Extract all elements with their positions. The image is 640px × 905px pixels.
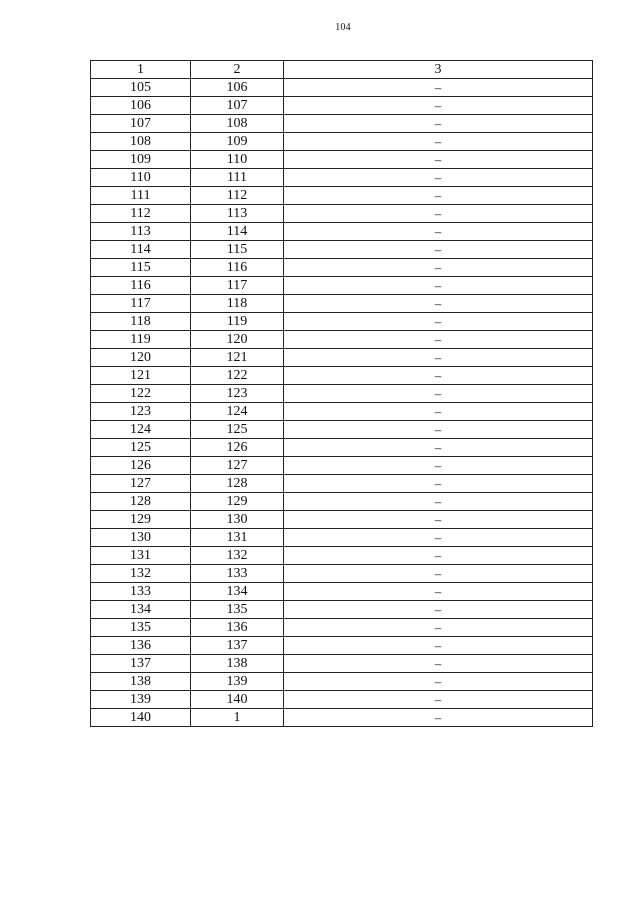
column-header-3: 3 xyxy=(284,61,593,79)
table-cell-col-3: – xyxy=(284,151,593,169)
table-row xyxy=(91,97,593,115)
table-cell-col-3: – xyxy=(284,475,593,493)
table-row xyxy=(91,583,593,601)
table-cell-col-2: 121 xyxy=(191,349,284,367)
table-cell-col-3: – xyxy=(284,115,593,133)
table-cell-col-3: – xyxy=(284,367,593,385)
table-cell-col-1: 120 xyxy=(91,349,191,367)
table-cell-col-1: 108 xyxy=(91,133,191,151)
table-row xyxy=(91,637,593,655)
table-row xyxy=(91,151,593,169)
table-row xyxy=(91,565,593,583)
table-cell-col-1: 127 xyxy=(91,475,191,493)
table-cell-col-3: – xyxy=(284,547,593,565)
table-cell-col-3: – xyxy=(284,637,593,655)
table-cell-col-1: 138 xyxy=(91,673,191,691)
table-cell-col-2: 115 xyxy=(191,241,284,259)
table-cell-col-3: – xyxy=(284,601,593,619)
table-cell-col-1: 140 xyxy=(91,709,191,727)
table-cell-col-2: 139 xyxy=(191,673,284,691)
table-cell-col-1: 132 xyxy=(91,565,191,583)
column-header-2: 2 xyxy=(191,61,284,79)
table-cell-col-2: 107 xyxy=(191,97,284,115)
table-row xyxy=(91,331,593,349)
table-row xyxy=(91,439,593,457)
table-cell-col-2: 110 xyxy=(191,151,284,169)
table-cell-col-3: – xyxy=(284,673,593,691)
table-row xyxy=(91,493,593,511)
data-table-container xyxy=(90,60,592,727)
table-cell-col-2: 108 xyxy=(191,115,284,133)
table-row xyxy=(91,547,593,565)
table-cell-col-2: 130 xyxy=(191,511,284,529)
table-row xyxy=(91,313,593,331)
table-cell-col-3: – xyxy=(284,205,593,223)
table-header-row xyxy=(91,61,593,79)
table-row xyxy=(91,79,593,97)
table-row xyxy=(91,367,593,385)
table-cell-col-1: 122 xyxy=(91,385,191,403)
table-cell-col-2: 109 xyxy=(191,133,284,151)
table-cell-col-2: 114 xyxy=(191,223,284,241)
table-row xyxy=(91,709,593,727)
table-cell-col-1: 118 xyxy=(91,313,191,331)
table-cell-col-3: – xyxy=(284,691,593,709)
table-cell-col-2: 136 xyxy=(191,619,284,637)
table-cell-col-2: 106 xyxy=(191,79,284,97)
table-cell-col-3: – xyxy=(284,385,593,403)
table-cell-col-2: 129 xyxy=(191,493,284,511)
table-cell-col-3: – xyxy=(284,133,593,151)
table-row xyxy=(91,619,593,637)
table-cell-col-1: 114 xyxy=(91,241,191,259)
table-cell-col-3: – xyxy=(284,529,593,547)
table-cell-col-2: 127 xyxy=(191,457,284,475)
table-cell-col-1: 133 xyxy=(91,583,191,601)
table-cell-col-3: – xyxy=(284,79,593,97)
table-cell-col-1: 130 xyxy=(91,529,191,547)
table-row xyxy=(91,205,593,223)
table-cell-col-1: 124 xyxy=(91,421,191,439)
table-cell-col-2: 135 xyxy=(191,601,284,619)
column-header-1: 1 xyxy=(91,61,191,79)
table-cell-col-1: 111 xyxy=(91,187,191,205)
table-row xyxy=(91,475,593,493)
table-cell-col-1: 117 xyxy=(91,295,191,313)
table-cell-col-1: 115 xyxy=(91,259,191,277)
table-cell-col-1: 105 xyxy=(91,79,191,97)
table-row xyxy=(91,529,593,547)
table-cell-col-2: 124 xyxy=(191,403,284,421)
table-row xyxy=(91,673,593,691)
table-row xyxy=(91,133,593,151)
table-cell-col-2: 123 xyxy=(191,385,284,403)
table-cell-col-1: 135 xyxy=(91,619,191,637)
table-cell-col-3: – xyxy=(284,277,593,295)
table-cell-col-3: – xyxy=(284,241,593,259)
table-row xyxy=(91,277,593,295)
table-cell-col-1: 136 xyxy=(91,637,191,655)
table-cell-col-1: 123 xyxy=(91,403,191,421)
table-row xyxy=(91,295,593,313)
table-body xyxy=(91,79,593,727)
table-cell-col-3: – xyxy=(284,457,593,475)
table-cell-col-2: 116 xyxy=(191,259,284,277)
table-cell-col-1: 126 xyxy=(91,457,191,475)
table-cell-col-2: 134 xyxy=(191,583,284,601)
table-cell-col-3: – xyxy=(284,439,593,457)
table-cell-col-3: – xyxy=(284,709,593,727)
table-cell-col-3: – xyxy=(284,223,593,241)
table-row xyxy=(91,349,593,367)
table-row xyxy=(91,511,593,529)
table-cell-col-1: 119 xyxy=(91,331,191,349)
table-cell-col-2: 113 xyxy=(191,205,284,223)
table-cell-col-2: 133 xyxy=(191,565,284,583)
table-row xyxy=(91,457,593,475)
table-row xyxy=(91,241,593,259)
data-table xyxy=(90,60,593,727)
table-cell-col-1: 109 xyxy=(91,151,191,169)
table-cell-col-2: 118 xyxy=(191,295,284,313)
table-row xyxy=(91,655,593,673)
table-row xyxy=(91,223,593,241)
table-cell-col-3: – xyxy=(284,259,593,277)
table-cell-col-2: 111 xyxy=(191,169,284,187)
table-cell-col-2: 138 xyxy=(191,655,284,673)
table-cell-col-1: 131 xyxy=(91,547,191,565)
table-cell-col-2: 119 xyxy=(191,313,284,331)
page-number: 104 xyxy=(335,22,351,33)
table-cell-col-3: – xyxy=(284,565,593,583)
table-cell-col-1: 125 xyxy=(91,439,191,457)
table-cell-col-3: – xyxy=(284,295,593,313)
table-row xyxy=(91,115,593,133)
table-row xyxy=(91,187,593,205)
table-cell-col-3: – xyxy=(284,493,593,511)
table-cell-col-2: 122 xyxy=(191,367,284,385)
table-cell-col-3: – xyxy=(284,349,593,367)
table-cell-col-3: – xyxy=(284,313,593,331)
table-row xyxy=(91,259,593,277)
table-cell-col-2: 126 xyxy=(191,439,284,457)
table-row xyxy=(91,169,593,187)
table-cell-col-2: 125 xyxy=(191,421,284,439)
table-row xyxy=(91,403,593,421)
table-cell-col-1: 110 xyxy=(91,169,191,187)
table-cell-col-1: 139 xyxy=(91,691,191,709)
table-cell-col-1: 113 xyxy=(91,223,191,241)
table-cell-col-3: – xyxy=(284,169,593,187)
table-cell-col-3: – xyxy=(284,331,593,349)
table-cell-col-1: 112 xyxy=(91,205,191,223)
table-cell-col-2: 137 xyxy=(191,637,284,655)
table-cell-col-3: – xyxy=(284,421,593,439)
table-cell-col-2: 132 xyxy=(191,547,284,565)
table-cell-col-2: 1 xyxy=(191,709,284,727)
table-cell-col-1: 129 xyxy=(91,511,191,529)
table-cell-col-1: 107 xyxy=(91,115,191,133)
table-cell-col-1: 128 xyxy=(91,493,191,511)
table-cell-col-2: 120 xyxy=(191,331,284,349)
table-cell-col-2: 128 xyxy=(191,475,284,493)
table-cell-col-3: – xyxy=(284,511,593,529)
table-cell-col-1: 137 xyxy=(91,655,191,673)
table-row xyxy=(91,421,593,439)
table-cell-col-2: 131 xyxy=(191,529,284,547)
table-row xyxy=(91,385,593,403)
table-cell-col-1: 134 xyxy=(91,601,191,619)
table-cell-col-2: 117 xyxy=(191,277,284,295)
table-cell-col-3: – xyxy=(284,403,593,421)
table-cell-col-3: – xyxy=(284,655,593,673)
table-cell-col-1: 121 xyxy=(91,367,191,385)
table-cell-col-3: – xyxy=(284,583,593,601)
table-cell-col-2: 140 xyxy=(191,691,284,709)
table-cell-col-1: 106 xyxy=(91,97,191,115)
table-cell-col-3: – xyxy=(284,97,593,115)
table-cell-col-2: 112 xyxy=(191,187,284,205)
table-cell-col-1: 116 xyxy=(91,277,191,295)
table-cell-col-3: – xyxy=(284,619,593,637)
table-row xyxy=(91,601,593,619)
table-row xyxy=(91,691,593,709)
table-cell-col-3: – xyxy=(284,187,593,205)
